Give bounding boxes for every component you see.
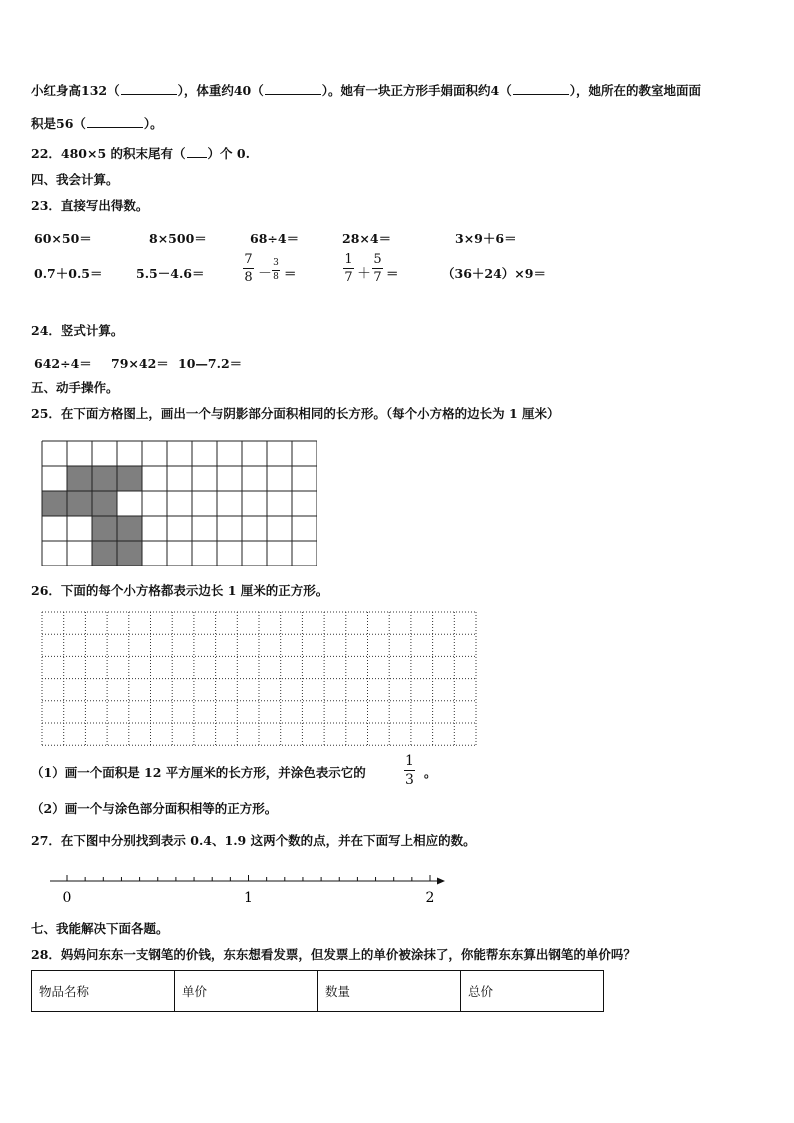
q21-line2: 积是56（ ）。 [31,116,163,131]
invoice-table [31,970,604,1012]
shaded-grid[interactable] [41,440,317,566]
dotted-grid[interactable] [41,611,477,746]
table-header-cell: 物品名称 [32,971,175,1012]
fraction-one-third: 1 3 [405,753,414,788]
q26-sub2: （2）画一个与涂色部分面积相等的正方形。 [31,801,278,816]
table-header-cell: 数量 [318,971,461,1012]
answer-blank[interactable] [187,145,207,158]
q28-label: 28．妈妈问东东一支钢笔的价钱，东东想看发票，但发票上的单价被涂抹了，你能帮东东算出钢笔的单价吗？ [31,947,636,962]
q25-label: 25．在下面方格图上，画出一个与阴影部分面积相同的长方形。（每个小方格的边长为 1 厘米） [31,406,560,421]
calc-item: 60×50＝ [34,231,92,246]
shaded-cell [42,491,67,516]
shaded-cell [92,466,117,491]
calc-item: 642÷4＝ [34,356,92,371]
q22: 22．480×5 的积末尾有（ ）个 0. [31,146,250,161]
fraction: 3 8 [273,258,279,282]
tick-label: 1 [244,890,253,906]
q21-line1: 小红身高132（ ），体重约40（ ）。她有一块正方形手娟面积约4（ ），她所在的教室地面面 [31,83,701,98]
calc-item: （36＋24）×9＝ [442,266,546,281]
q26-sub1: （1）画一个面积是 12 平方厘米的长方形，并涂色表示它的 [31,765,366,780]
tick-label: 2 [425,890,435,906]
calc-item: 68÷4＝ [250,231,300,246]
answer-blank[interactable] [121,82,177,95]
tick-label: 0 [62,890,72,906]
table-header-cell: 总价 [461,971,604,1012]
shaded-cell [92,541,117,566]
shaded-cell [67,466,92,491]
answer-blank[interactable] [513,82,569,95]
arrow-icon [437,878,445,885]
fraction: 1 7 [344,252,353,285]
shaded-cell [117,466,142,491]
shaded-cell [117,516,142,541]
section5-heading: 五、动手操作。 [31,380,119,395]
fraction: 5 7 [373,252,382,285]
fraction: 7 8 [244,252,253,285]
q23-label: 23．直接写出得数。 [31,198,149,213]
table-header-cell: 单价 [175,971,318,1012]
shaded-cell [92,516,117,541]
q26-label: 26．下面的每个小方格都表示边长 1 厘米的正方形。 [31,583,329,598]
calc-item: 79×42＝ [111,356,169,371]
q27-label: 27．在下图中分别找到表示 0.4、1.9 这两个数的点，并在下面写上相应的数。 [31,833,476,848]
shaded-cell [67,491,92,516]
calc-item: 8×500＝ [149,231,207,246]
section4-heading: 四、我会计算。 [31,172,119,187]
q24-label: 24．竖式计算。 [31,323,124,338]
answer-blank[interactable] [265,82,321,95]
calc-item: 28×4＝ [342,231,392,246]
q26-sub1-end: 。 [424,765,437,780]
answer-blank[interactable] [87,115,143,128]
calc-item: 3×9＋6＝ [455,231,517,246]
calc-item: 10—7.2＝ [178,356,243,371]
section7-heading: 七、我能解决下面各题。 [31,921,169,936]
table-row [32,971,604,1012]
shaded-cell [92,491,117,516]
number-line[interactable] [45,868,450,908]
calc-item: 0.7＋0.5＝ [34,266,103,281]
shaded-cell [117,541,142,566]
calc-item: 5.5－4.6＝ [136,266,205,281]
